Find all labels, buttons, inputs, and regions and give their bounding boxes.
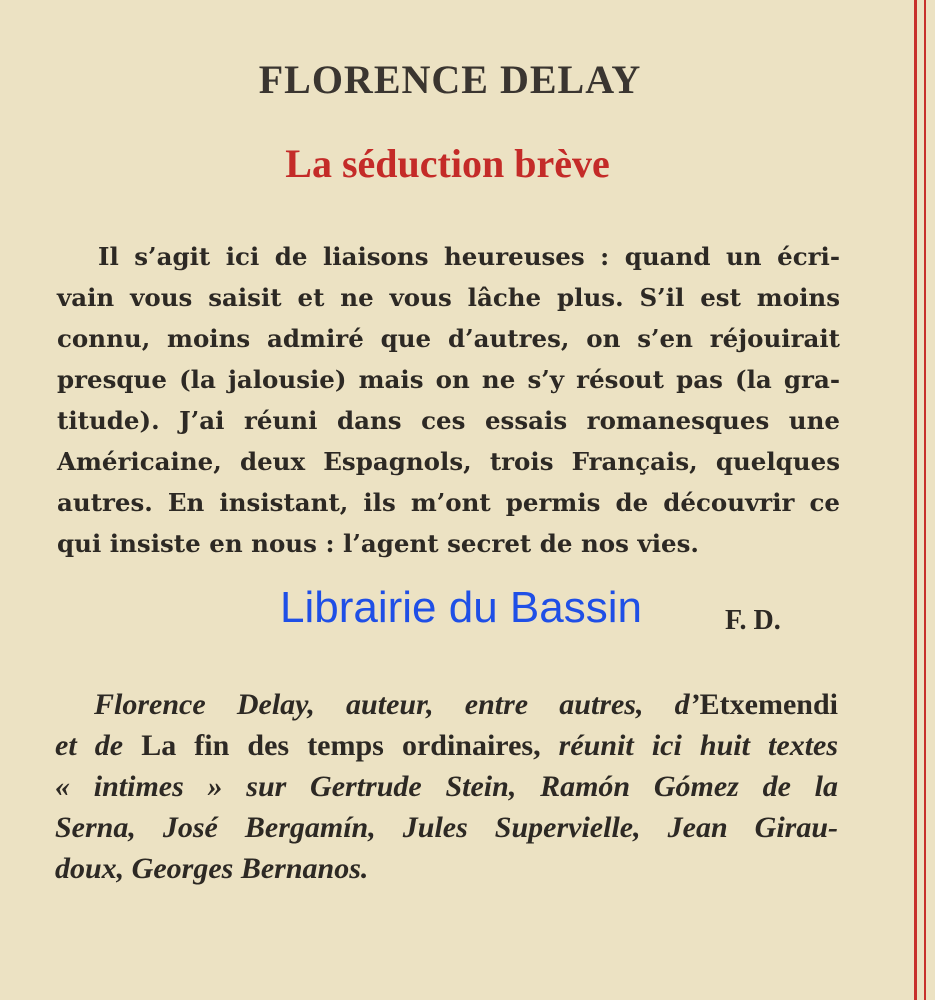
blurb-line: vain vous saisit et ne vous lâche plus. S’il est moins	[57, 283, 840, 312]
bio-text-italic: réunit ici huit textes	[540, 729, 839, 762]
red-border-rule	[914, 0, 917, 1000]
bio-text-italic: Florence Delay, auteur, entre autres, d’	[94, 688, 700, 721]
author-name: FLORENCE DELAY	[258, 57, 642, 102]
blurb-line: qui insiste en nous : l’agent secret de nos vies.	[57, 529, 699, 558]
bio-line	[55, 766, 838, 808]
bookshop-watermark: Librairie du Bassin	[280, 583, 642, 632]
blurb-line: connu, moins admiré que d’autres, on s’en réjouirait	[57, 324, 840, 353]
signature-initials: F. D.	[725, 605, 781, 636]
red-border-rule-inner	[924, 0, 926, 1000]
blurb-line: presque (la jalousie) mais on ne s’y résout pas (la gra-	[57, 365, 840, 394]
book-title-etxemendi: Etxemendi	[699, 688, 838, 721]
book-title-fin-des-temps: La fin des temps ordinaires,	[141, 729, 541, 762]
bio-line	[94, 684, 838, 726]
blurb-line: Il s’agit ici de liaisons heureuses : quand un écri-	[98, 242, 840, 271]
bio-text-italic: Serna, José Bergamín, Jules Supervielle, Jean Girau-	[55, 811, 838, 844]
bio-text-italic: et de	[55, 729, 142, 762]
bio-line	[55, 807, 838, 849]
blurb-line: Américaine, deux Espagnols, trois Français, quelques	[57, 447, 840, 476]
bio-line	[55, 725, 838, 767]
bio-text-italic: doux, Georges Bernanos.	[55, 852, 369, 885]
blurb-line: titude). J’ai réuni dans ces essais romanesques une	[57, 406, 840, 435]
bio-text-italic: « intimes » sur Gertrude Stein, Ramón Gómez de la	[55, 770, 838, 803]
book-title: La séduction brève	[285, 141, 610, 186]
bio-line	[55, 848, 838, 890]
blurb-line: autres. En insistant, ils m’ont permis de découvrir ce	[57, 488, 840, 517]
